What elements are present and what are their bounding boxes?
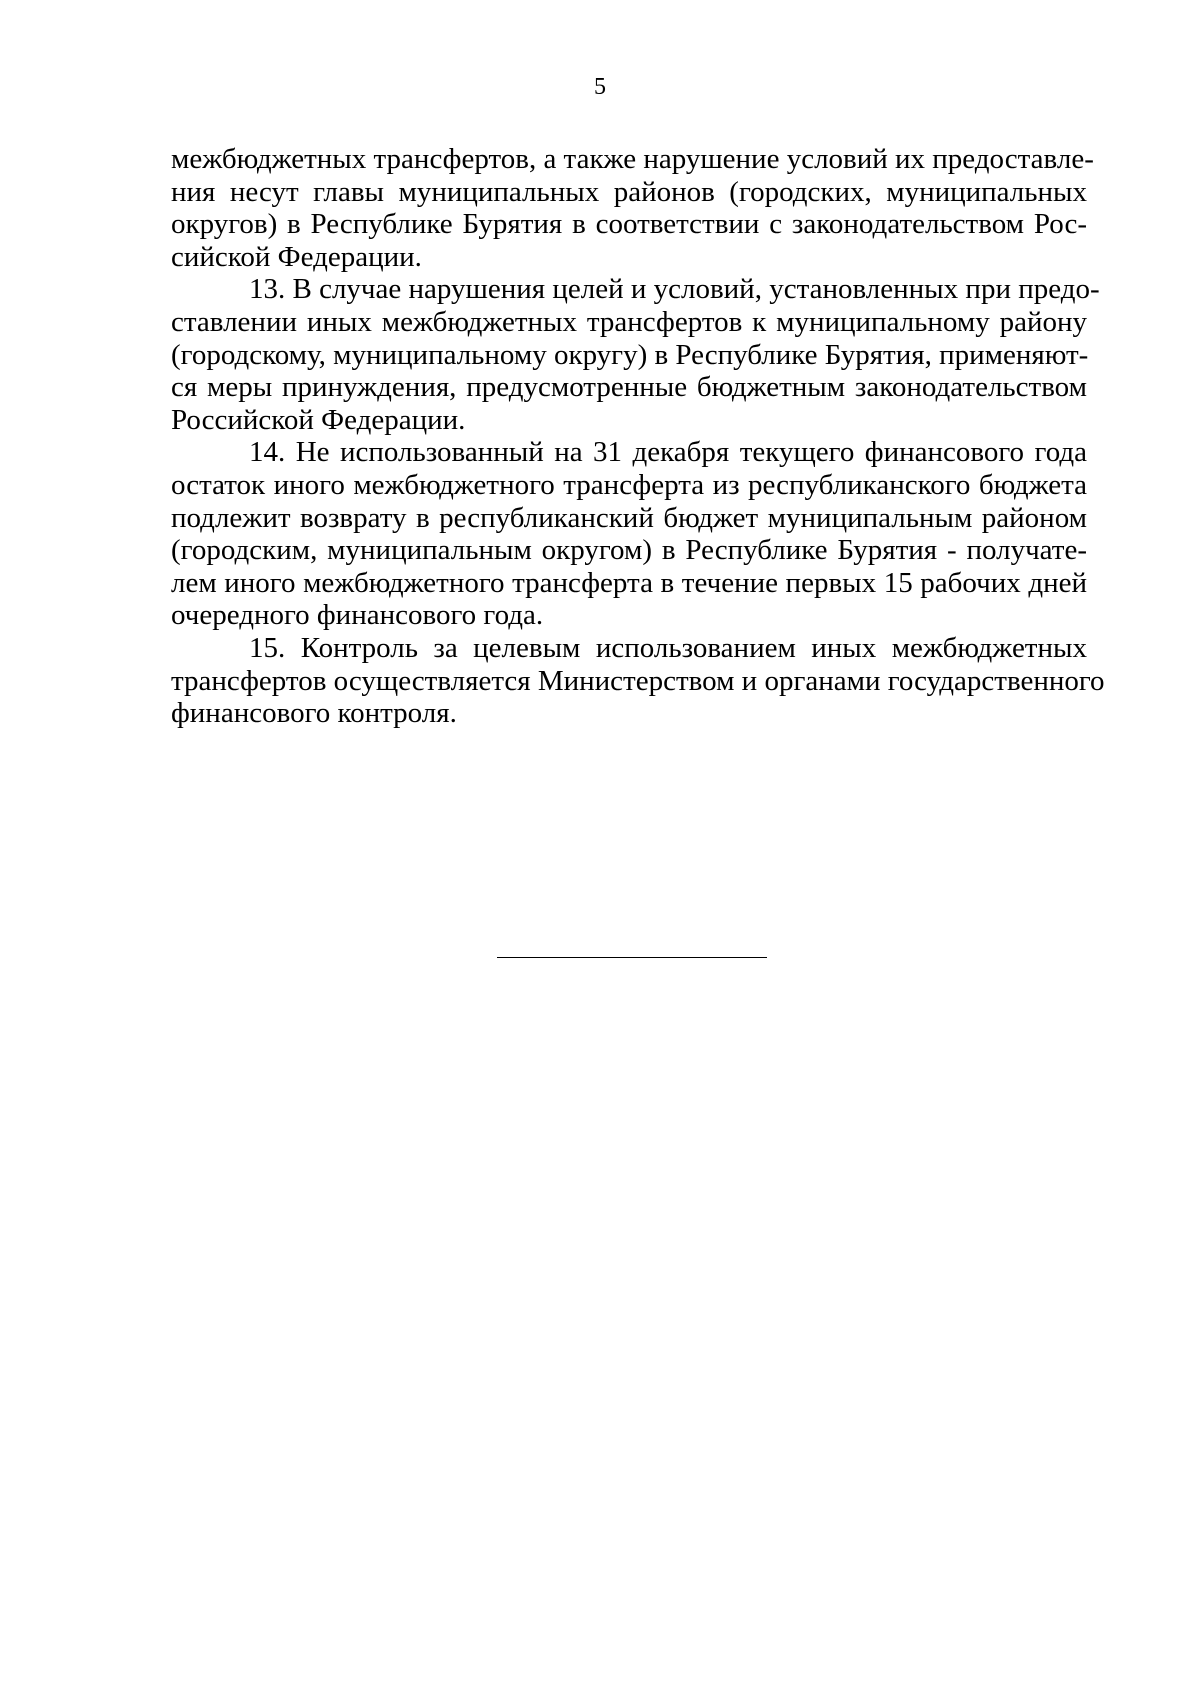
text-line: подлежит возврату в республиканский бюджет муниципальным районом	[171, 501, 1087, 534]
text-line: межбюджетных трансфертов, а также нарушение условий их предоставле-	[171, 143, 1094, 175]
text-line: (городским, муниципальным округом) в Республике Бурятия - получате-	[171, 534, 1087, 567]
text-line: ставлении иных межбюджетных трансфертов к муниципальному району	[171, 305, 1087, 338]
text-line: остаток иного межбюджетного трансферта из республиканского бюджета	[171, 468, 1087, 501]
text-line: сийской Федерации.	[171, 240, 422, 273]
page-number: 5	[594, 74, 606, 100]
paragraph-13-start: 13. В случае нарушения целей и условий, установленных при предо-	[249, 273, 1100, 306]
text-line: Российской Федерации.	[171, 403, 466, 436]
text-line: (городскому, муниципальному округу) в Республике Бурятия, применяют-	[171, 338, 1089, 371]
end-of-document-rule	[497, 957, 767, 958]
text-line: округов) в Республике Бурятия в соответствии с законодательством Рос-	[171, 208, 1087, 241]
document-body	[171, 143, 1105, 730]
text-line: трансфертов осуществляется Министерством и органами государственного	[171, 664, 1105, 697]
text-line: очередного финансового года.	[171, 599, 544, 632]
text-line: лем иного межбюджетного трансферта в течение первых 15 рабочих дней	[171, 566, 1087, 599]
text-line: ся меры принуждения, предусмотренные бюджетным законодательством	[171, 371, 1087, 404]
paragraph-14-start: 14. Не использованный на 31 декабря текущего финансового года	[249, 436, 1087, 469]
text-line: ния несут главы муниципальных районов (городских, муниципальных	[171, 175, 1087, 208]
paragraph-15-start: 15. Контроль за целевым использованием иных межбюджетных	[249, 631, 1087, 664]
text-line: финансового контроля.	[171, 697, 457, 730]
